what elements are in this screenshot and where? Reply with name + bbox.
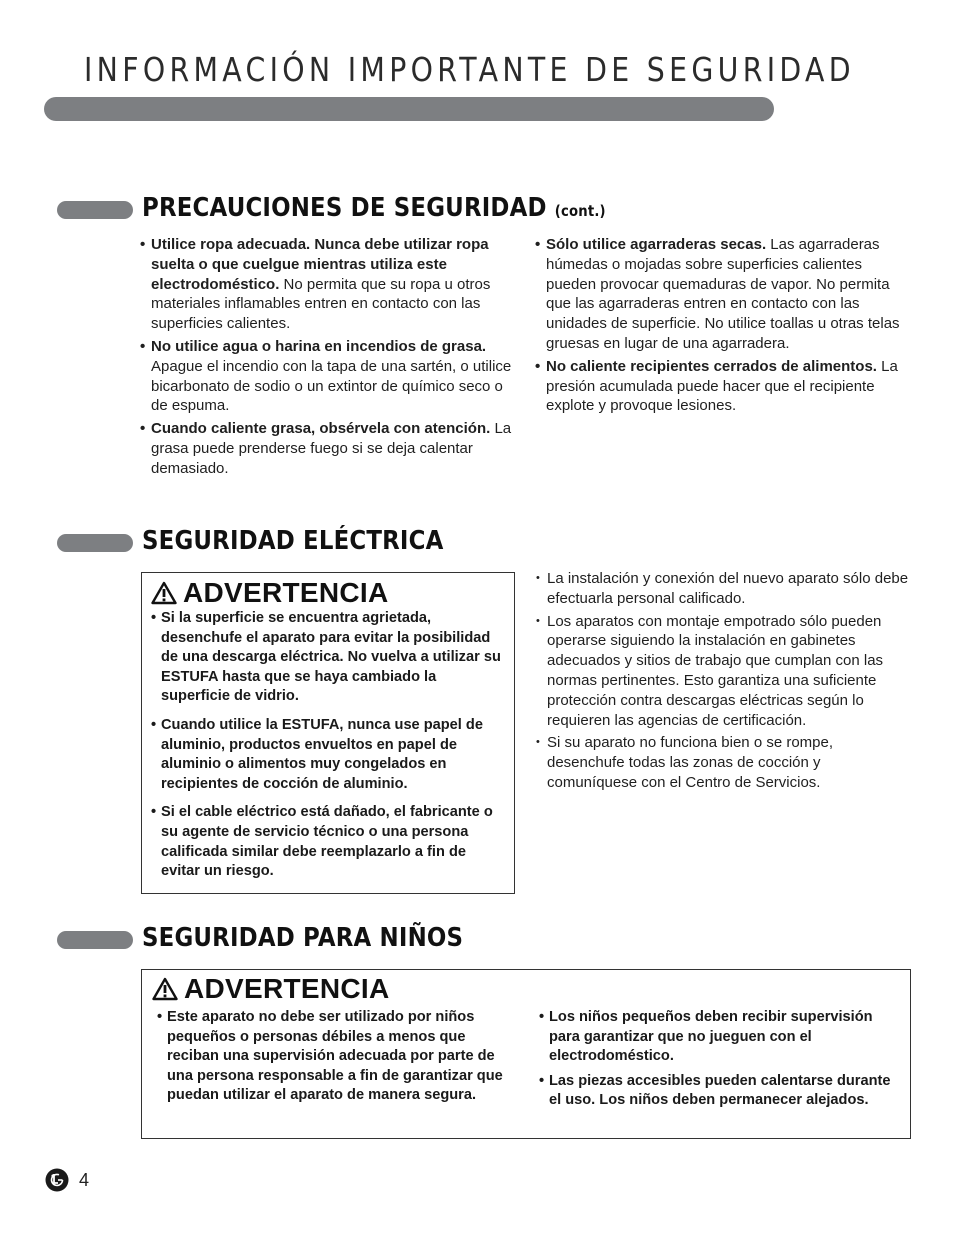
warning-heading: ADVERTENCIA [151, 577, 506, 609]
list-item: • Si la superficie se encuentra agrietada, desenchufe el aparato para evitar la posibilidad de una descarga eléctrica. No vuelva a utilizar su ESTUFA hasta que se haya cambiado la superficie de vidrio. [151, 610, 501, 705]
ninos-warning-box [141, 969, 911, 1139]
precauciones-right-column [535, 235, 913, 419]
list-item: • Si su aparato no funciona bien o se rompe, desenchufe todas las zonas de cocción y comuníquese con el Centro de Servicios. [536, 734, 834, 791]
page-number: 4 [79, 1169, 90, 1190]
section-title-suffix: (cont.) [554, 202, 606, 220]
warning-triangle-icon [151, 581, 177, 605]
list-item: • Los aparatos con montaje empotrado sólo pueden operarse siguiendo la instalación en gabinetes adecuados y sitios de trabajo que cumplan con las normas pertinentes. Esto garantiza una suficiente protección contra descargas eléctricas según lo requieren las agencias de certificación. [536, 612, 884, 729]
list-item: • Utilice ropa adecuada. Nunca debe utilizar ropa suelta o que cuelgue mientras utiliza este electrodoméstico. No permita que su ropa u otros materiales inflamables entren en contacto con las superficies calientes. [140, 236, 491, 333]
list-item: • No utilice agua o harina en incendios de grasa. Apague el incendio con la tapa de una sartén, o utilice bicarbonato de sodio o un extintor de químico seco o de espuma. [140, 337, 512, 415]
section-pill-electrica [57, 534, 133, 552]
ninos-warning-left-column [157, 1008, 515, 1106]
list-item: • Cuando caliente grasa, obsérvela con atención. La grasa puede prenderse fuego si se deja calentar demasiado. [140, 420, 512, 477]
precauciones-left-column [140, 235, 518, 482]
list-item: • Si el cable eléctrico está dañado, el fabricante o su agente de servicio técnico o una persona calificada similar debe reemplazarlo a fin de evitar un riesgo. [151, 804, 493, 880]
section-pill-ninos [57, 931, 133, 949]
section-pill-precauciones [57, 201, 133, 219]
electrica-right-column [536, 569, 914, 796]
list-item: • Las piezas accesibles pueden calentarse durante el uso. Los niños deben permanecer alejados. [539, 1072, 891, 1109]
list-item: • Los niños pequeños deben recibir supervisión para garantizar que no jueguen con el electrodoméstico. [539, 1009, 873, 1065]
list-item: • La instalación y conexión del nuevo aparato sólo debe efectuarla personal calificado. [536, 570, 909, 607]
title-bar-decoration [44, 97, 774, 121]
electrica-warning-box [141, 572, 515, 894]
list-item: • Este aparato no debe ser utilizado por niños pequeños o personas débiles a menos que reciban una supervisión adecuada por parte de una persona responsable a fin de garantizar que puedan utilizar el aparato de manera segura. [157, 1009, 503, 1104]
list-item: • Sólo utilice agarraderas secas. Las agarraderas húmedas o mojadas sobre superficies calientes pueden provocar quemaduras de vapor. No permita que las agarraderas entren en contacto con las unidades de superficie. No utilice toallas u otras telas gruesas en lugar de una agarradera. [535, 236, 900, 352]
section-title-electrica: SEGURIDAD ELÉCTRICA [142, 526, 444, 556]
page-title: INFORMACIÓN IMPORTANTE DE SEGURIDAD [84, 50, 855, 89]
list-item: • No caliente recipientes cerrados de alimentos. La presión acumulada puede hacer que el recipiente explote y provoque lesiones. [535, 357, 898, 415]
warning-heading: ADVERTENCIA [152, 973, 900, 1005]
section-title-precauciones: PRECAUCIONES DE SEGURIDAD (cont.) [142, 193, 606, 223]
ninos-warning-right-column [539, 1008, 904, 1111]
section-title-ninos: SEGURIDAD PARA NIÑOS [142, 923, 464, 953]
lg-logo-icon [45, 1168, 69, 1192]
list-item: • Cuando utilice la ESTUFA, nunca use papel de aluminio, productos envueltos en papel de aluminio o alimentos muy congelados en recipientes de cocción de aluminio. [151, 716, 483, 792]
page-footer [45, 1168, 89, 1192]
warning-triangle-icon [152, 977, 178, 1001]
